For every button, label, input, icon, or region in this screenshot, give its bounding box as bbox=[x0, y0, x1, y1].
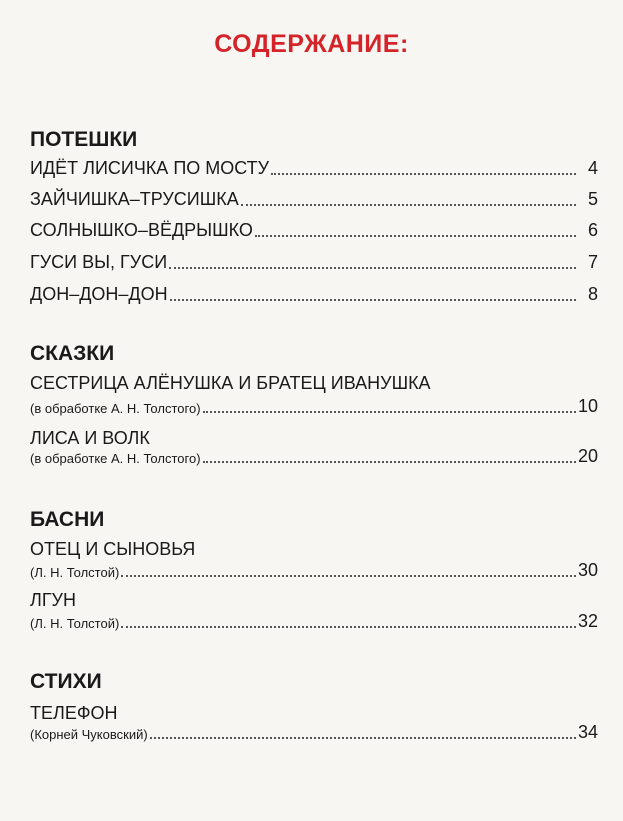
page-number: 5 bbox=[587, 189, 598, 209]
leader-dots bbox=[121, 626, 576, 628]
page-number: 10 bbox=[577, 396, 598, 416]
entry-title[interactable]: ЛИСА И ВОЛК bbox=[30, 428, 150, 448]
page-number: 34 bbox=[577, 722, 598, 742]
toc-entry[interactable] bbox=[30, 284, 598, 305]
toc-entry[interactable] bbox=[30, 611, 598, 632]
entry-title[interactable]: ОТЕЦ И СЫНОВЬЯ bbox=[30, 539, 196, 559]
section-heading: СТИХИ bbox=[30, 670, 102, 693]
entry-note: (Корней Чуковский) bbox=[30, 727, 148, 742]
page-number: 30 bbox=[577, 560, 598, 580]
toc-entry[interactable] bbox=[30, 446, 598, 467]
entry-note: (в обработке А. Н. Толстого) bbox=[30, 401, 201, 416]
entry-note: (в обработке А. Н. Толстого) bbox=[30, 451, 201, 466]
entry-note: (Л. Н. Толстой) bbox=[30, 616, 120, 631]
entry-title: СОЛНЫШКО–ВЁДРЫШКО bbox=[30, 220, 253, 240]
leader-dots bbox=[203, 461, 576, 463]
page-number: 7 bbox=[587, 252, 598, 272]
section-heading: ПОТЕШКИ bbox=[30, 128, 138, 151]
entry-title: ИДЁТ ЛИСИЧКА ПО МОСТУ bbox=[30, 158, 270, 178]
toc-entry[interactable] bbox=[30, 722, 598, 743]
entry-title[interactable]: СЕСТРИЦА АЛЁНУШКА И БРАТЕЦ ИВАНУШКА bbox=[30, 373, 431, 393]
page-number: 8 bbox=[587, 284, 598, 304]
leader-dots bbox=[169, 267, 576, 269]
entry-title[interactable]: ЛГУН bbox=[30, 590, 76, 610]
entry-note: (Л. Н. Толстой) bbox=[30, 565, 120, 580]
entry-title[interactable]: ТЕЛЕФОН bbox=[30, 703, 118, 723]
leader-dots bbox=[170, 299, 576, 301]
entry-title: ДОН–ДОН–ДОН bbox=[30, 284, 168, 304]
page-number: 32 bbox=[577, 611, 598, 631]
toc-entry[interactable] bbox=[30, 252, 598, 273]
section-heading: БАСНИ bbox=[30, 508, 105, 531]
toc-entry[interactable] bbox=[30, 158, 598, 179]
leader-dots bbox=[150, 737, 576, 739]
leader-dots bbox=[121, 575, 576, 577]
leader-dots bbox=[255, 235, 576, 237]
toc-entry[interactable] bbox=[30, 560, 598, 581]
toc-entry[interactable] bbox=[30, 220, 598, 241]
entry-title: ГУСИ ВЫ, ГУСИ bbox=[30, 252, 168, 272]
toc-entry[interactable] bbox=[30, 396, 598, 417]
page-number: 20 bbox=[577, 446, 598, 466]
leader-dots bbox=[241, 204, 576, 206]
toc-entry[interactable] bbox=[30, 189, 598, 210]
section-heading: СКАЗКИ bbox=[30, 342, 115, 365]
leader-dots bbox=[271, 173, 576, 175]
page-title: СОДЕРЖАНИЕ: bbox=[214, 30, 409, 58]
page-number: 4 bbox=[587, 158, 598, 178]
leader-dots bbox=[203, 411, 576, 413]
entry-title: ЗАЙЧИШКА–ТРУСИШКА bbox=[30, 189, 239, 209]
page-number: 6 bbox=[587, 220, 598, 240]
